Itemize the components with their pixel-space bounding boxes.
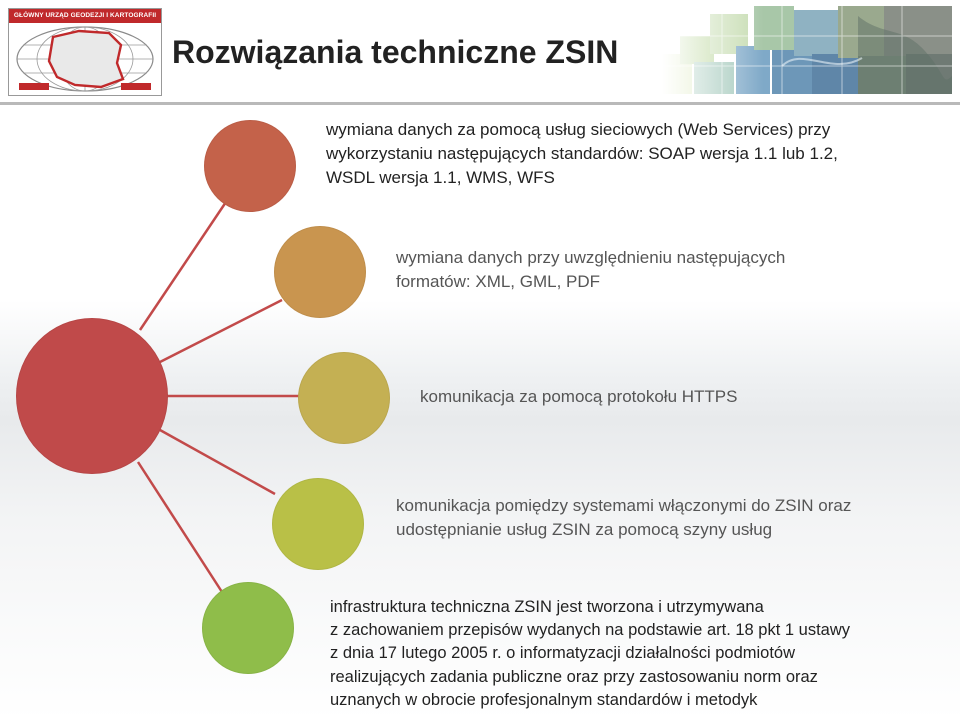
item-5-text: infrastruktura techniczna ZSIN jest tworzona i utrzymywana z zachowaniem przepisów wydanych na podstawie art. 18 pkt 1 ustawy z dnia 17 lutego 2005 r. o informatyzacji działalności podmiotów realizujących zadania publiczne oraz przy zastosowaniu norm oraz uznanych w obrocie profesjonalnym standardów i metodyk xyxy=(330,598,851,709)
connector-line-2 xyxy=(160,300,282,362)
item-3-text: komunikacja za pomocą protokołu HTTPS xyxy=(420,387,738,406)
item-2-text: wymiana danych przy uwzględnieniu następujących formatów: XML, GML, PDF xyxy=(396,248,786,291)
connector-line-4 xyxy=(160,430,275,494)
connector-line-5 xyxy=(138,462,222,592)
item-5-bubble xyxy=(202,582,294,674)
item-4-text: komunikacja pomiędzy systemami włączonymi do ZSIN oraz udostępnianie usług ZSIN za pomocą szyny usług xyxy=(396,496,852,539)
item-1-bubble xyxy=(204,120,296,212)
slide-title: Rozwiązania techniczne ZSIN xyxy=(172,34,619,70)
connector-line-1 xyxy=(140,196,230,330)
item-1-text: wymiana danych za pomocą usług sieciowych (Web Services) przy wykorzystaniu następujących standardów: SOAP wersja 1.1 lub 1.2, WSDL wersja 1.1, WMS, WFS xyxy=(326,120,838,187)
item-2-bubble xyxy=(274,226,366,318)
item-4-bubble xyxy=(272,478,364,570)
main-bubble xyxy=(16,318,168,474)
item-3-bubble xyxy=(298,352,390,444)
logo-banner-text: GŁÓWNY URZĄD GEODEZJI I KARTOGRAFII xyxy=(9,9,161,23)
